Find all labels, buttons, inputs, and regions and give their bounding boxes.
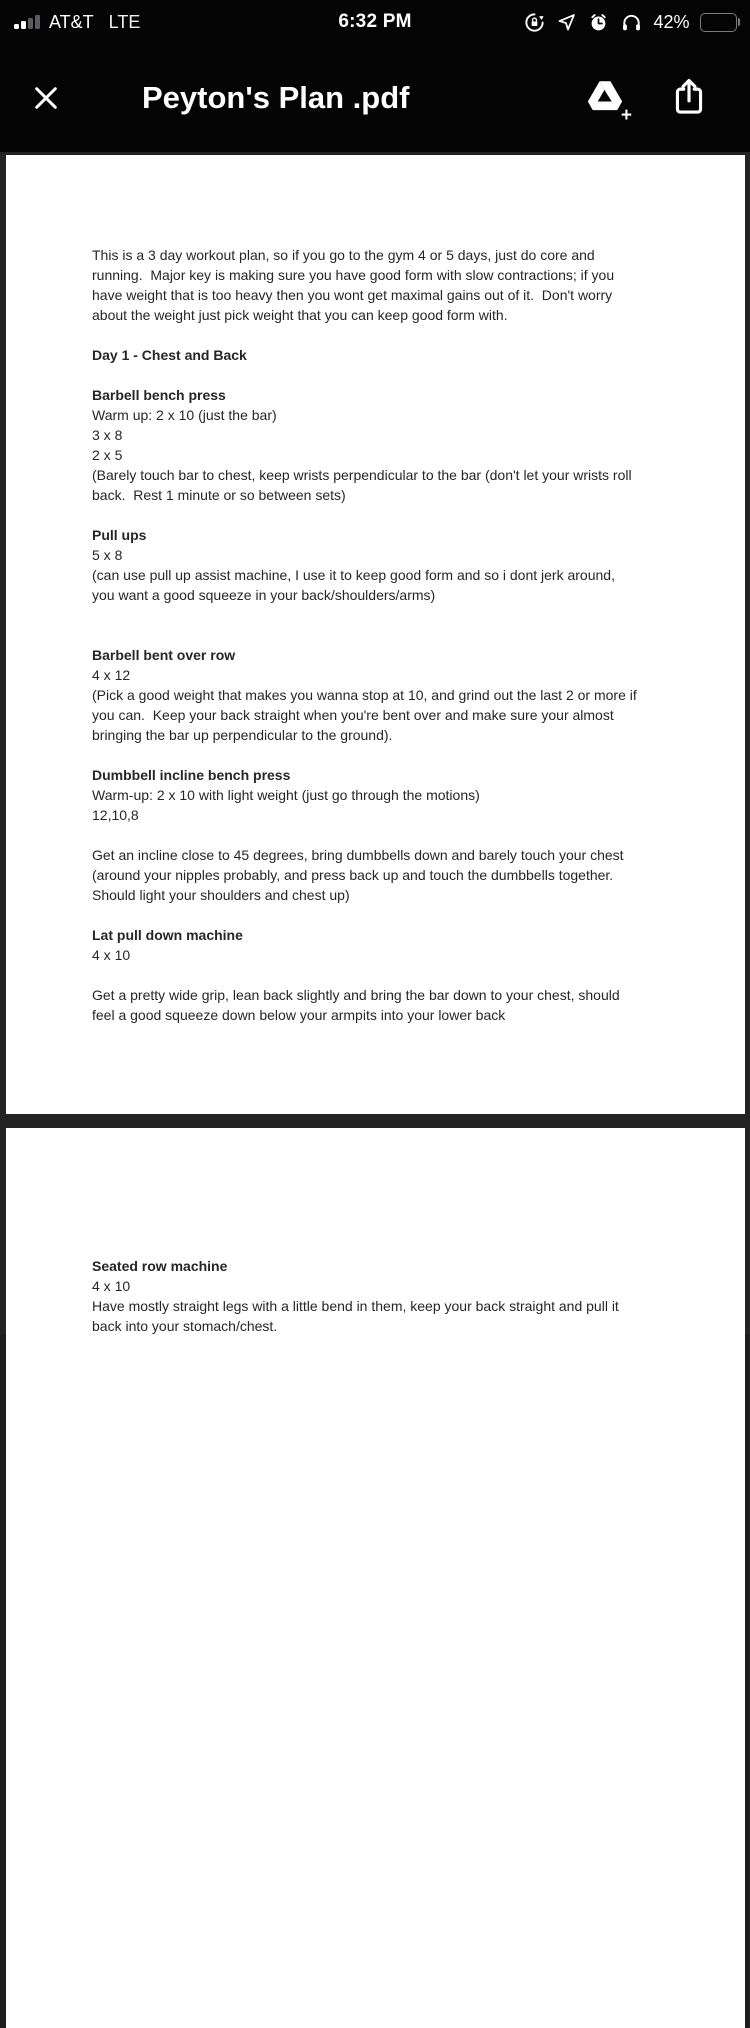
alarm-clock-icon xyxy=(587,11,610,34)
share-button[interactable] xyxy=(668,76,710,121)
pdf-page-2 xyxy=(6,1128,745,2028)
doc-text-line: you want a good squeeze in your back/shoulders/arms) xyxy=(92,587,436,603)
battery-icon xyxy=(700,13,741,32)
doc-text-line: (around your nipples probably, and press back up and touch the dumbbells together. xyxy=(92,867,614,883)
doc-text-line: (can use pull up assist machine, I use it to keep good form and so i dont jerk around, xyxy=(92,567,615,583)
doc-text-line xyxy=(92,505,665,525)
doc-heading-line: Lat pull down machine xyxy=(92,927,243,943)
doc-text-line xyxy=(92,825,665,845)
pdf-page-1 xyxy=(6,155,745,1114)
battery-percent-label: 42% xyxy=(653,11,690,32)
location-arrow-icon xyxy=(556,12,577,33)
doc-text-line xyxy=(92,745,665,765)
doc-text-line: back into your stomach/chest. xyxy=(92,1318,278,1334)
doc-text-line: have weight that is too heavy then you wont get maximal gains out of it. Don't worry xyxy=(92,287,613,303)
doc-text-line: Warm up: 2 x 10 (just the bar) xyxy=(92,407,277,423)
doc-text-line xyxy=(92,325,665,345)
doc-heading-line: Barbell bent over row xyxy=(92,647,236,663)
doc-heading-line: Barbell bench press xyxy=(92,387,226,403)
share-icon xyxy=(668,76,710,118)
clock-time: 6:32 PM xyxy=(338,11,412,32)
doc-text-line: (Barely touch bar to chest, keep wrists perpendicular to the bar (don't let your wrists roll xyxy=(92,467,632,483)
doc-text-line: 3 x 8 xyxy=(92,427,123,443)
doc-text-line xyxy=(92,365,665,385)
doc-text-line: (Pick a good weight that makes you wanna stop at 10, and grind out the last 2 or more if xyxy=(92,687,637,703)
close-button[interactable] xyxy=(0,82,92,114)
doc-text-line xyxy=(92,605,665,625)
status-bar xyxy=(0,0,750,44)
doc-text-line: you can. Keep your back straight when you're bent over and make sure your almost xyxy=(92,707,614,723)
doc-text-line xyxy=(92,905,665,925)
doc-text-line xyxy=(92,965,665,985)
document-title: Peyton's Plan .pdf xyxy=(142,80,410,115)
doc-text-line: 4 x 10 xyxy=(92,1278,131,1294)
plus-badge: + xyxy=(620,104,632,126)
doc-text-line: about the weight just pick weight that you can keep good form with. xyxy=(92,307,508,323)
doc-text-line: Have mostly straight legs with a little bend in them, keep your back straight and pull it xyxy=(92,1298,619,1314)
signal-bars-icon xyxy=(14,15,40,29)
doc-text-line: bringing the bar up perpendicular to the ground). xyxy=(92,727,393,743)
doc-heading-line: Day 1 - Chest and Back xyxy=(92,347,247,363)
doc-heading-line: Pull ups xyxy=(92,527,147,543)
doc-text-line: feel a good squeeze down below your armpits into your lower back xyxy=(92,1007,506,1023)
close-icon xyxy=(30,82,62,114)
network-type-label: LTE xyxy=(108,11,141,32)
add-to-drive-button[interactable] xyxy=(584,76,632,126)
doc-text-line: Get an incline close to 45 degrees, bring dumbbells down and barely touch your chest xyxy=(92,847,624,863)
doc-text-line: back. Rest 1 minute or so between sets) xyxy=(92,487,346,503)
doc-text-line: 5 x 8 xyxy=(92,547,123,563)
doc-text-line xyxy=(92,625,665,645)
pdf-scroll-area[interactable] xyxy=(0,152,750,1334)
rotation-lock-icon xyxy=(523,11,546,34)
doc-text-line: Get a pretty wide grip, lean back slightly and bring the bar down to your chest, should xyxy=(92,987,620,1003)
doc-text-line: Should light your shoulders and chest up) xyxy=(92,887,350,903)
carrier-label: AT&T xyxy=(49,11,94,32)
doc-heading-line: Dumbbell incline bench press xyxy=(92,767,291,783)
doc-heading-line: Seated row machine xyxy=(92,1258,228,1274)
doc-text-line: This is a 3 day workout plan, so if you go to the gym 4 or 5 days, just do core and xyxy=(92,247,595,263)
doc-text-line: 4 x 10 xyxy=(92,947,131,963)
doc-text-line: 12,10,8 xyxy=(92,807,139,823)
headphones-icon xyxy=(620,11,643,34)
doc-text-line: 4 x 12 xyxy=(92,667,131,683)
pdf-viewer-header xyxy=(0,44,750,152)
doc-text-line: running. Major key is making sure you have good form with slow contractions; if you xyxy=(92,267,615,283)
doc-text-line: 2 x 5 xyxy=(92,447,123,463)
doc-text-line: Warm-up: 2 x 10 with light weight (just go through the motions) xyxy=(92,787,480,803)
